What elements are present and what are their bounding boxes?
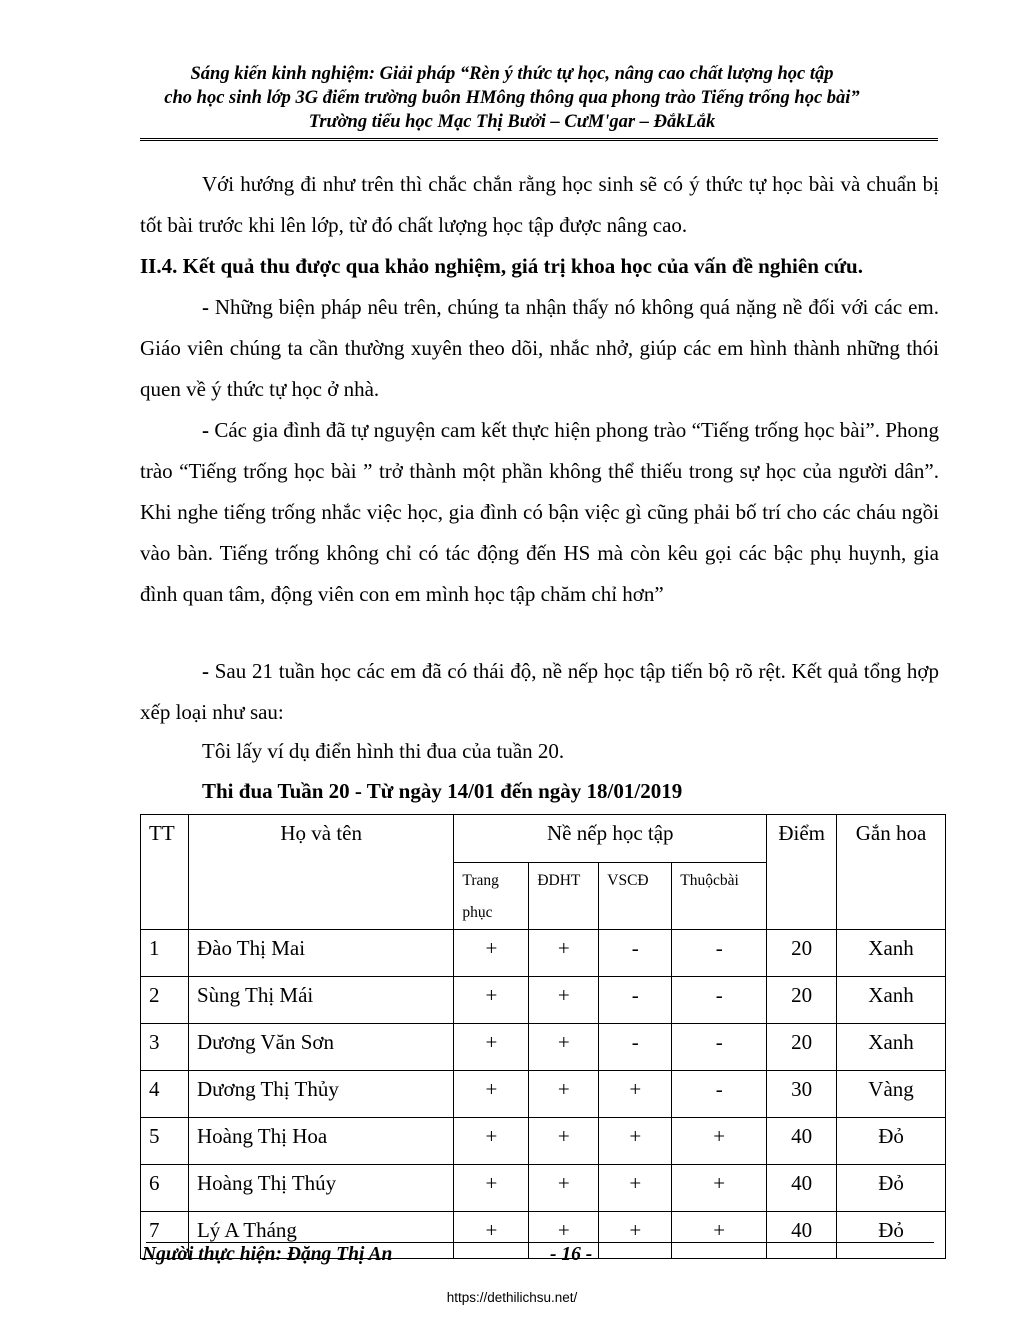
row-supplies: + <box>529 977 599 1024</box>
page-header <box>100 62 924 134</box>
row-score: 40 <box>767 1165 837 1212</box>
row-flower: Đỏ <box>837 1165 946 1212</box>
row-name: Dương Thị Thủy <box>188 1071 453 1118</box>
row-supplies: + <box>529 930 599 977</box>
table-row <box>141 930 946 977</box>
paragraph-1: Với hướng đi như trên thì chắc chắn rằng học sinh sẽ có ý thức tự học bài và chuẩn bị tốt bài trước khi lên lớp, từ đó chất lượng học tập được nâng cao. <box>140 172 939 237</box>
row-number: 1 <box>141 930 189 977</box>
row-hygiene: - <box>599 1024 672 1071</box>
paragraph-4-text: Sau 21 tuần học các em đã có thái độ, nề nếp học tập tiến bộ rõ rệt. Kết quả tổng hợp xếp loại như sau: <box>140 659 939 724</box>
row-lesson: - <box>672 977 767 1024</box>
header-flower: Gắn hoa <box>837 815 946 930</box>
paragraph-2-text: Những biện pháp nêu trên, chúng ta nhận thấy nó không quá nặng nề đối với các em. Giáo viên chúng ta cần thường xuyên theo dõi, nhắc nhở, giúp các em hình thành những thói quen về ý thức tự học ở nhà. <box>140 295 939 401</box>
subheader-uniform: Trang phục <box>454 863 529 930</box>
paragraph-5: Tôi lấy ví dụ điển hình thi đua của tuần 20. <box>202 739 565 763</box>
paragraph-3 <box>140 410 939 615</box>
row-name: Hoàng Thị Hoa <box>188 1118 453 1165</box>
row-lesson: + <box>672 1212 767 1259</box>
footer-author: Người thực hiện: Đặng Thị An <box>142 1244 393 1265</box>
header-line-2: cho học sinh lớp 3G điểm trường buôn HMông thông qua phong trào Tiếng trống học bài” <box>164 88 860 108</box>
row-score: 40 <box>767 1118 837 1165</box>
row-number: 6 <box>141 1165 189 1212</box>
bullet-dash: - <box>202 295 215 319</box>
header-line-1: Sáng kiến kinh nghiệm: Giải pháp “Rèn ý thức tự học, nâng cao chất lượng học tập <box>190 64 834 84</box>
row-hygiene: - <box>599 930 672 977</box>
paragraph-2 <box>140 287 939 410</box>
row-hygiene: + <box>599 1165 672 1212</box>
row-name: Dương Văn Sơn <box>188 1024 453 1071</box>
row-number: 7 <box>141 1212 189 1259</box>
row-number: 2 <box>141 977 189 1024</box>
header-score: Điểm <box>767 815 837 930</box>
row-uniform: + <box>454 930 529 977</box>
emulation-table <box>140 814 946 1259</box>
row-score: 20 <box>767 930 837 977</box>
table-row <box>141 977 946 1024</box>
paragraph-3-text: Các gia đình đã tự nguyện cam kết thực hiện phong trào “Tiếng trống học bài”. Phong trào “Tiếng trống học bài ” trở thành một phần không thể thiếu trong sự học của người dân”. Khi nghe tiếng trống nhắc việc học, gia đình có bận việc gì cũng phải bố trí cho các cháu ngồi vào bàn. Tiếng trống không chỉ có tác động đến HS mà còn kêu gọi các bậc phụ huynh, gia đình quan tâm, động viên con em mình học tập chăm chỉ hơn” <box>140 418 939 606</box>
row-uniform: + <box>454 1212 529 1259</box>
table-row <box>141 1118 946 1165</box>
table-row <box>141 1024 946 1071</box>
section-heading: II.4. Kết quả thu được qua khảo nghiệm, giá trị khoa học của vấn đề nghiên cứu. <box>140 254 863 278</box>
header-group: Nề nếp học tập <box>454 815 767 863</box>
row-hygiene: + <box>599 1071 672 1118</box>
row-supplies: + <box>529 1212 599 1259</box>
row-hygiene: + <box>599 1212 672 1259</box>
row-flower: Xanh <box>837 1024 946 1071</box>
row-flower: Xanh <box>837 977 946 1024</box>
row-hygiene: + <box>599 1118 672 1165</box>
row-flower: Xanh <box>837 930 946 977</box>
page-number: - 16 - <box>550 1244 593 1265</box>
row-name: Lý A Tháng <box>188 1212 453 1259</box>
paragraph-4 <box>140 651 939 733</box>
bullet-dash: - <box>202 659 215 683</box>
bullet-dash: - <box>202 418 215 442</box>
table-title: Thi đua Tuần 20 - Từ ngày 14/01 đến ngày 18/01/2019 <box>202 779 683 803</box>
header-tt: TT <box>141 815 189 930</box>
row-name: Hoàng Thị Thúy <box>188 1165 453 1212</box>
table-row <box>141 1165 946 1212</box>
row-lesson: - <box>672 930 767 977</box>
subheader-lesson: Thuộcbài <box>672 863 767 930</box>
row-number: 4 <box>141 1071 189 1118</box>
header-name: Họ và tên <box>188 815 453 930</box>
source-url: https://dethilichsu.net/ <box>446 1290 578 1305</box>
subheader-hygiene: VSCĐ <box>599 863 672 930</box>
table-header-row <box>141 815 946 863</box>
header-line-3: Trường tiểu học Mạc Thị Bưởi – CưM'gar – ĐắkLắk <box>308 112 716 132</box>
row-score: 20 <box>767 977 837 1024</box>
row-uniform: + <box>454 1024 529 1071</box>
row-uniform: + <box>454 1071 529 1118</box>
subheader-supplies: ĐDHT <box>529 863 599 930</box>
row-score: 30 <box>767 1071 837 1118</box>
row-supplies: + <box>529 1165 599 1212</box>
row-name: Sùng Thị Mái <box>188 977 453 1024</box>
row-score: 20 <box>767 1024 837 1071</box>
row-flower: Đỏ <box>837 1118 946 1165</box>
row-flower: Đỏ <box>837 1212 946 1259</box>
row-lesson: + <box>672 1118 767 1165</box>
row-uniform: + <box>454 1165 529 1212</box>
row-supplies: + <box>529 1024 599 1071</box>
row-uniform: + <box>454 977 529 1024</box>
row-hygiene: - <box>599 977 672 1024</box>
row-uniform: + <box>454 1118 529 1165</box>
row-score: 40 <box>767 1212 837 1259</box>
row-supplies: + <box>529 1118 599 1165</box>
footer-rule <box>146 1242 934 1243</box>
row-lesson: - <box>672 1071 767 1118</box>
row-lesson: - <box>672 1024 767 1071</box>
row-flower: Vàng <box>837 1071 946 1118</box>
row-supplies: + <box>529 1071 599 1118</box>
table-row <box>141 1071 946 1118</box>
row-number: 3 <box>141 1024 189 1071</box>
row-name: Đào Thị Mai <box>188 930 453 977</box>
row-lesson: + <box>672 1165 767 1212</box>
header-rule <box>140 138 938 141</box>
row-number: 5 <box>141 1118 189 1165</box>
